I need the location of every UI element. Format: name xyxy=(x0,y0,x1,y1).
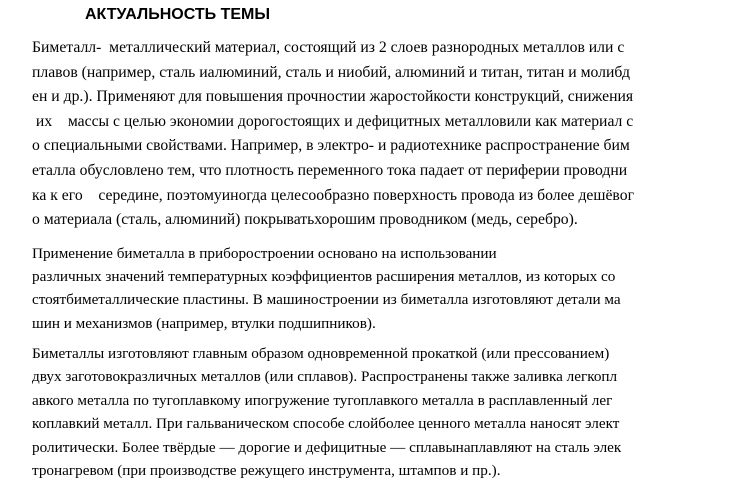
text-line: Биметаллы изготовляют главным образом одновременной прокаткой (или прессованием) xyxy=(32,345,610,362)
text-line: Применение биметалла в приборостроении основано на использовании xyxy=(32,245,497,262)
text-line: двух заготовокразличных металлов (или сплавов). Распространены также заливка легкопл xyxy=(32,368,618,386)
text-line: их массы с целью экономии дорогостоящих и дефицитных металловили как материал с xyxy=(32,112,634,130)
text-line: еталла обусловлено тем, что плотность переменного тока падает от периферии проводни xyxy=(32,161,628,179)
text-line: ролитически. Более твёрдые — дорогие и дефицитные — сплавынаплавляют на сталь элек xyxy=(32,438,622,456)
document-title: АКТУАЛЬНОСТЬ ТЕМЫ xyxy=(85,6,271,23)
text-line: тронагревом (при производстве режущего инструмента, штампов и пр.). xyxy=(32,461,501,479)
paragraph-bimetal-applications xyxy=(32,242,621,335)
text-line: различных значений температурных коэффициентов расширения металлов, из которых со xyxy=(32,268,616,286)
text-line: о специальными свойствами. Например, в электро- и радиотехнике распространение бим xyxy=(32,137,630,155)
text-line: авкого металла по тугоплавкому ипогружение тугоплавкого металла в расплавленный лег xyxy=(32,391,613,409)
text-line: коплавкий металл. При гальваническом способе слойболее ценного металла наносят элект xyxy=(32,415,620,433)
text-line: ен и др.). Применяют для повышения прочностии жаростойкости конструкций, снижения xyxy=(32,88,634,106)
paragraph-bimetal-definition xyxy=(32,36,634,233)
text-line: ка к его середине, поэтомуиногда целесообразно поверхность провода из более дешёвог xyxy=(32,186,635,204)
text-line: о материала (сталь, алюминий) покрыватьхорошим проводником (медь, серебро). xyxy=(32,211,578,229)
text-line: Биметалл- металлический материал, состоящий из 2 слоев разнородных металлов или с xyxy=(32,39,625,56)
text-line: плавов (например, сталь иалюминий, сталь и ниобий, алюминий и титан, титан и молибд xyxy=(32,63,630,81)
text-line: шин и механизмов (например, втулки подшипников). xyxy=(32,314,376,332)
text-line: стоятбиметаллические пластины. В машиностроении из биметалла изготовляют детали ма xyxy=(32,291,621,309)
paragraph-bimetal-manufacturing xyxy=(32,342,621,482)
